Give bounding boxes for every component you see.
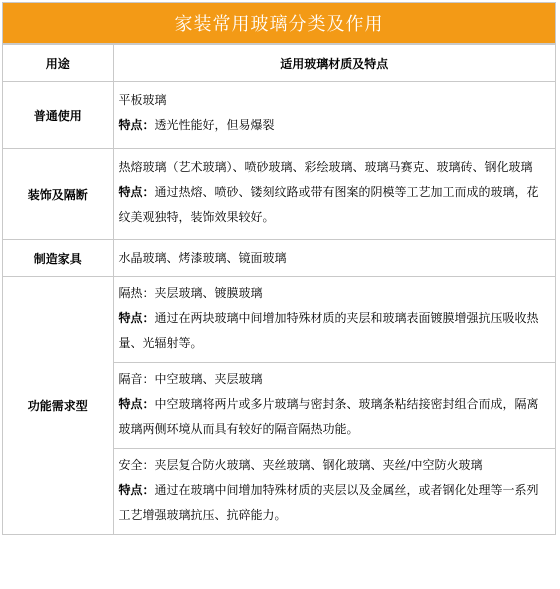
sub-entry-soundproof [114,363,556,449]
category-cell: 普通使用 [3,82,113,149]
sub-entry-insulation [114,277,556,363]
feature-text: 透光性能好，但易爆裂 [154,118,275,132]
feature-line [119,180,551,230]
category-cell: 制造家具 [3,240,113,277]
feature-text: 通过在两块玻璃中间增加特殊材质的夹层和玻璃表面镀膜增强抗压吸收热量、光辐射等。 [118,311,539,350]
header-usage: 用途 [3,45,113,82]
material-cell [113,277,555,535]
feature-line [119,478,551,528]
glass-types: 热熔玻璃（艺术玻璃）、喷砂玻璃、彩绘玻璃、玻璃马赛克、玻璃砖、钢化玻璃 [118,160,533,174]
material-cell [113,149,555,240]
category-cell: 装饰及隔断 [3,149,113,240]
table-title: 家装常用玻璃分类及作用 [3,3,555,44]
header-material: 适用玻璃材质及特点 [113,45,555,82]
sub-entry-safety [114,449,556,534]
glass-table-card [2,2,556,535]
glass-types: 隔热：夹层玻璃、镀膜玻璃 [118,286,263,300]
feature-label: 特点： [118,118,155,132]
glass-types: 隔音：中空玻璃、夹层玻璃 [118,372,263,386]
table-row [3,277,555,535]
feature-text: 中空玻璃将两片或多片玻璃与密封条、玻璃条粘结接密封组合而成，隔离玻璃两侧环境从而具有较好的隔音隔热功能。 [118,397,539,436]
feature-label: 特点： [118,397,155,411]
feature-text: 通过热熔、喷砂、镂刻纹路或带有图案的阴模等工艺加工而成的玻璃，花纹美观独特，装饰效果较好。 [118,185,539,224]
category-cell: 功能需求型 [3,277,113,535]
feature-line [119,113,551,138]
table-row [3,149,555,240]
table-row [3,82,555,149]
feature-line [119,392,551,442]
feature-text: 通过在玻璃中间增加特殊材质的夹层以及金属丝，或者钢化处理等一系列工艺增强玻璃抗压、抗碎能力。 [118,483,539,522]
glass-types: 水晶玻璃、烤漆玻璃、镜面玻璃 [118,250,287,265]
feature-label: 特点： [118,185,155,199]
glass-types: 平板玻璃 [118,93,167,107]
material-cell [113,82,555,149]
table-header-row [3,45,555,82]
material-cell [113,240,555,277]
feature-label: 特点： [118,311,155,325]
glass-classification-table [3,44,555,534]
glass-types: 安全：夹层复合防火玻璃、夹丝玻璃、钢化玻璃、夹丝/中空防火玻璃 [118,458,483,472]
feature-label: 特点： [118,483,155,497]
feature-line [119,306,551,356]
table-row [3,240,555,277]
